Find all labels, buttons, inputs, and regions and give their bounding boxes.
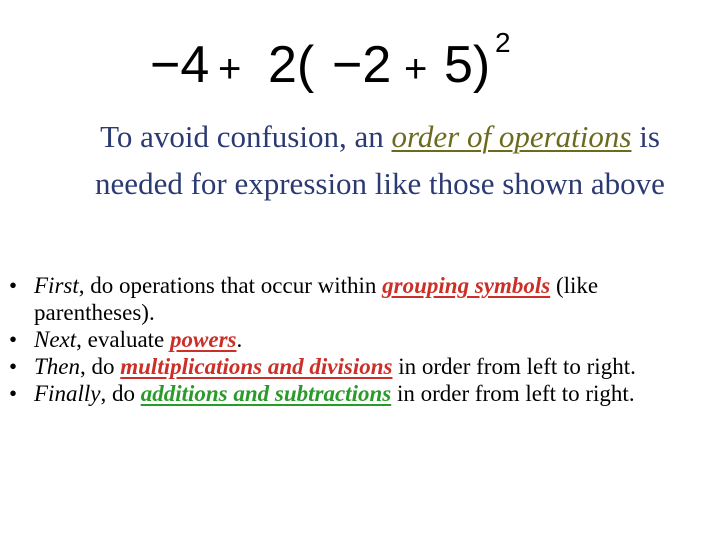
expr-term-neg4: −4 [150,36,210,94]
intro-paragraph [90,113,670,207]
bullet-icon: • [8,273,18,298]
rule-keyword: multiplications and divisions [120,354,393,379]
expr-plus-1: + [218,47,242,91]
intro-text-after: is needed for expression like those shown above [95,119,665,201]
bullet-icon: • [8,381,18,406]
rule-lead: Then [34,354,80,379]
rule-next [0,326,720,353]
expr-term-5-close: 5) [444,36,491,94]
rule-first [0,272,720,326]
rule-text-after: in order from left to right. [391,381,635,406]
rule-finally [0,380,720,407]
rule-lead: First [34,273,79,298]
rule-text-before: , do [100,381,141,406]
rule-lead: Finally [34,381,101,406]
bullet-icon: • [8,354,18,379]
expr-plus-2: + [404,47,428,91]
rule-keyword: grouping symbols [382,273,551,298]
rule-text-after: in order from left to right. [392,354,636,379]
bullet-icon: • [8,327,18,352]
expr-term-2-open: 2( [268,36,315,94]
rule-keyword: powers [170,327,237,352]
rule-lead: Next [34,327,77,352]
expr-term-neg2: −2 [332,36,392,94]
rule-text-before: , evaluate [76,327,171,352]
rule-text-before: , do [80,354,121,379]
intro-text-before: To avoid confusion, an [100,119,392,154]
rule-keyword: additions and subtractions [140,381,392,406]
rule-text-before: , do operations that occur within [78,273,383,298]
rules-list [0,272,720,407]
rule-text-after: (like parentheses). [34,273,599,325]
math-expression [150,22,530,108]
expr-exponent: 2 [495,27,511,58]
rule-then [0,353,720,380]
math-expression-graphic [150,22,530,108]
rule-text-after: . [236,327,243,352]
intro-emphasis-order-of-operations: order of operations [391,119,632,154]
